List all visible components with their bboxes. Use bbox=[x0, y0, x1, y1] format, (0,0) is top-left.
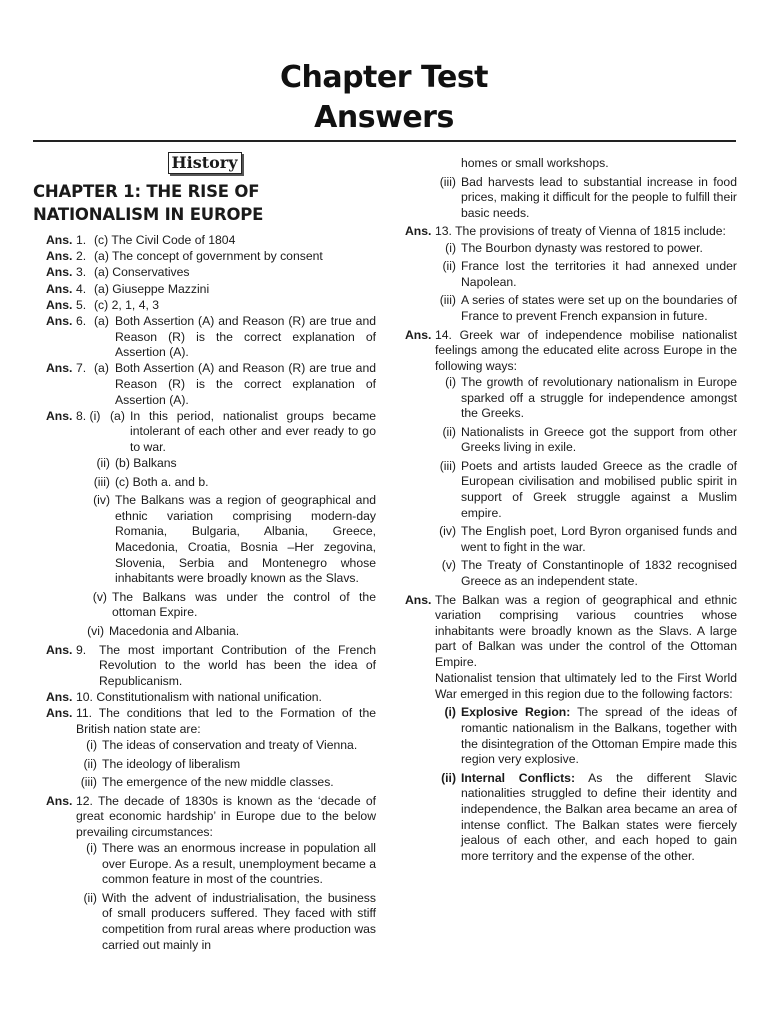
answer-13-i: (i) The Bourbon dynasty was restored to power. bbox=[445, 240, 703, 255]
answer-14-iii: (iii) Poets and artists lauded Greece as the cradle of European civilisation and mobilised public spirit in support of Greek struggle against a Muslim empire. bbox=[439, 458, 737, 520]
answer-15: Ans. The Balkan was a region of geographical and ethnic variation comprising various countries whose inhabitants were broadly known as the Slavs. A large part of Balkan was under the control of the Ottoman Empire. bbox=[405, 592, 737, 669]
title-line-1: Chapter Test bbox=[279, 60, 489, 95]
answer-14: Ans. 14. Greek war of independence mobilise nationalist feelings among the educated elite across Europe in the following ways: bbox=[405, 327, 737, 373]
answer-1: Ans. 1. (c) The Civil Code of 1804 bbox=[46, 233, 236, 247]
answer-13-ii: (ii) France lost the territories it had annexed under Napolean. bbox=[442, 259, 737, 289]
answer-8-v: (v) The Balkans was under the control of the ottoman Expire. bbox=[92, 589, 376, 620]
answer-5: Ans. 5. (c) 2, 1, 4, 3 bbox=[46, 297, 160, 312]
answer-13: Ans. 13. The provisions of treaty of Vienna of 1815 include: bbox=[405, 224, 726, 239]
answer-11-ii: (ii) The ideology of liberalism bbox=[83, 756, 241, 771]
answer-12-ii-continued: homes or small workshops. bbox=[461, 156, 609, 170]
answer-2: Ans. 2. (a) The concept of government by consent bbox=[46, 249, 323, 264]
answer-15-paragraph: Nationalist tension that ultimately led to the First World War emerged in this region due to the following factors: bbox=[435, 671, 737, 701]
section-heading: History bbox=[168, 152, 242, 174]
answer-8-vi: (vi) Macedonia and Albania. bbox=[87, 624, 240, 638]
answer-11-i: (i) The ideas of conservation and treaty of Vienna. bbox=[86, 737, 358, 752]
answer-7: Ans. 7. (a) Both Assertion (A) and Reason (R) are true and Reason (R) is the correct explanation of Assertion (A). bbox=[46, 361, 376, 407]
right-column bbox=[403, 156, 737, 867]
answer-12-i: (i) There was an enormous increase in population all over Europe. As a result, unemployment became a common feature in most of the countries. bbox=[86, 841, 376, 887]
answer-14-iv: (iv) The English poet, Lord Byron organised funds and went to fight in the war. bbox=[439, 524, 737, 554]
title-line-2: Answers bbox=[314, 100, 454, 135]
answer-11: Ans. 11. The conditions that led to the Formation of the British nation state are: bbox=[46, 706, 376, 736]
answer-12-iii: (iii) Bad harvests lead to substantial increase in food prices, making it difficult for the people to fulfill their basic needs. bbox=[439, 174, 737, 220]
answer-4: Ans. 4. (a) Giuseppe Mazzini bbox=[46, 281, 210, 296]
answer-15-ii: (ii) Internal Conflicts: As the different Slavic nationalities struggled to define their identity and independence, the Balkan area became an area of intense conflict. The Balkan states were fiercely jealous of each other, and each hoped to gain more territory and the expense of the other. bbox=[441, 770, 737, 863]
answer-12-ii: (ii) With the advent of industrialisation, the business of small producers suffered. They faced with stiff competition from rural areas where production was carried out mainly in bbox=[83, 890, 376, 952]
chapter-heading: CHAPTER 1: THE RISE OF NATIONALISM IN EUROPE bbox=[33, 182, 264, 224]
answer-14-v: (v) The Treaty of Constantinople of 1832 recognised Greece as an independent state. bbox=[441, 558, 737, 589]
page-title bbox=[0, 58, 768, 138]
answer-15-i: (i) Explosive Region: The spread of the ideas of romantic nationalism in the Balkans, together with the disintegration of the Ottoman Empire made this region very explosive. bbox=[444, 705, 737, 767]
title-divider bbox=[33, 140, 736, 142]
answer-8-iv: (iv) The Balkans was a region of geographical and ethnic variation comprising modern-day Romania, Bulgaria, Albania, Greece, Macedonia, Croatia, Bosnia –Her zegovina, Slovenia, Serbia and Montenegro whose inhabitants were broadly known as the Slavs. bbox=[93, 493, 376, 586]
answer-8-ii: (ii) (b) Balkans bbox=[96, 456, 177, 471]
answer-9: Ans. 9. The most important Contribution of the French Revolution to the world has been the idea of Republicanism. bbox=[46, 642, 376, 688]
answer-14-i: (i) The growth of revolutionary nationalism in Europe sparked off a struggle for independence amongst the Greeks. bbox=[445, 374, 737, 421]
answer-8-iii: (iii) (c) Both a. and b. bbox=[93, 474, 209, 489]
answer-14-ii: (ii) Nationalists in Greece got the support from other Greeks living in exile. bbox=[442, 424, 737, 455]
answer-8: Ans. 8. (i) (a) In this period, nationalist groups became intolerant of each other and ever ready to go to war. bbox=[46, 408, 376, 454]
answer-13-iii: (iii) A series of states were set up on the boundaries of France to prevent French expansion in future. bbox=[439, 293, 737, 323]
answer-10: Ans. 10. Constitutionalism with national unification. bbox=[46, 689, 322, 704]
answer-6: Ans. 6. (a) Both Assertion (A) and Reason (R) are true and Reason (R) is the correct explanation of Assertion (A). bbox=[46, 313, 376, 360]
answer-12: Ans. 12. The decade of 1830s is known as the ‘decade of great economic hardship’ in Europe due to the below prevailing circumstances: bbox=[46, 793, 376, 839]
answer-3: Ans. 3. (a) Conservatives bbox=[46, 265, 190, 280]
left-column bbox=[33, 152, 376, 956]
answer-11-iii: (iii) The emergence of the new middle classes. bbox=[80, 775, 334, 790]
